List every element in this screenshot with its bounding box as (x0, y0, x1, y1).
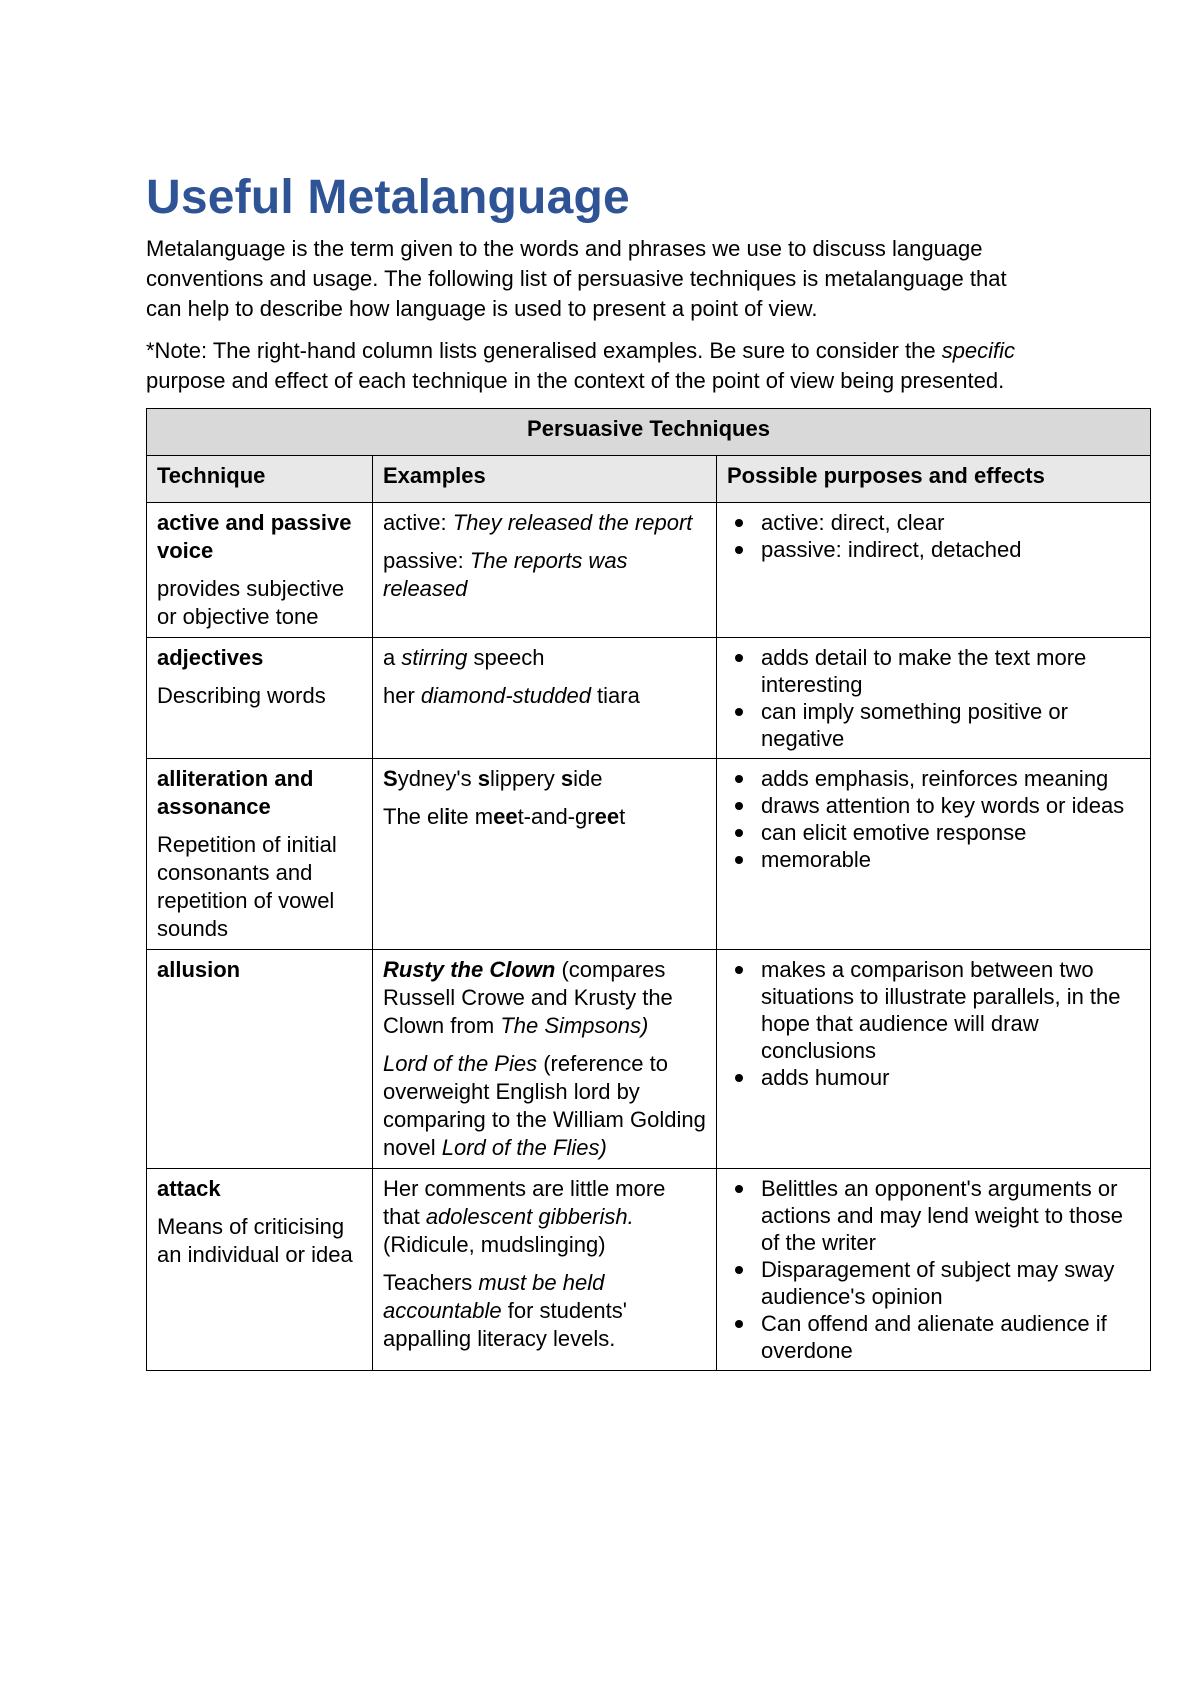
effect-item: adds humour (761, 1064, 1140, 1091)
example-segment: te m (450, 804, 494, 829)
example-segment: t (619, 804, 626, 829)
effect-item: Belittles an opponent's arguments or actions and may lend weight to those of the writer (761, 1175, 1140, 1256)
table-row (147, 638, 1151, 759)
example-text (383, 765, 706, 793)
example-segment: Rusty the Clown (383, 957, 556, 982)
table-row (147, 759, 1151, 950)
effects-cell (717, 759, 1151, 950)
effects-list (727, 765, 1140, 873)
example-segment: adolescent gibberish. (425, 1204, 634, 1229)
effect-item: can elicit emotive response (761, 819, 1140, 846)
example-segment: (reference to overweight English lord by comparing to the William Golding novel (383, 1051, 706, 1160)
example-segment: tiara (590, 683, 640, 708)
examples-cell (373, 950, 717, 1169)
example-segment: ydney's (397, 766, 478, 791)
example-text (383, 1050, 706, 1162)
document-content (146, 170, 1150, 1371)
effects-cell (717, 1169, 1151, 1371)
technique-name: alliteration and assonance (157, 766, 314, 819)
example-segment: speech (467, 645, 545, 670)
effects-cell (717, 950, 1151, 1169)
note-text-after: purpose and effect of each technique in the context of the point of view being presented. (146, 368, 1005, 393)
example-text (383, 509, 706, 537)
effects-list (727, 509, 1140, 563)
example-text (383, 547, 706, 603)
intro-paragraph: Metalanguage is the term given to the words and phrases we use to discuss language conventions and usage. The following list of persuasive techniques is metalanguage that can help to describe how language is used to present a point of view. (146, 236, 1007, 321)
note-text-before: *Note: The right-hand column lists generalised examples. Be sure to consider the (146, 338, 942, 363)
table-row (147, 503, 1151, 638)
example-segment: s (560, 766, 574, 791)
effect-item: Can offend and alienate audience if overdone (761, 1310, 1140, 1364)
examples-cell (373, 638, 717, 759)
example-segment: The reports was released (383, 548, 628, 601)
effects-list (727, 644, 1140, 752)
examples-cell (373, 503, 717, 638)
technique-name: adjectives (157, 645, 264, 670)
technique-cell (147, 759, 373, 950)
example-segment: her (383, 683, 421, 708)
examples-cell (373, 1169, 717, 1371)
column-header-technique: Technique (147, 456, 373, 503)
example-segment: Lord of the Pies (383, 1051, 538, 1076)
note-paragraph (146, 336, 1046, 396)
example-segment: They released the report (452, 510, 693, 535)
example-segment: stirring (401, 645, 468, 670)
table-row (147, 950, 1151, 1169)
example-text (383, 644, 706, 672)
effect-item: makes a comparison between two situations to illustrate parallels, in the hope that audience will draw conclusions (761, 956, 1140, 1064)
example-text (383, 803, 706, 831)
effect-item: adds detail to make the text more interesting (761, 644, 1140, 698)
effects-list (727, 956, 1140, 1091)
technique-cell (147, 638, 373, 759)
table-body (147, 503, 1151, 1371)
page-title: Useful Metalanguage (146, 171, 630, 224)
example-segment: S (383, 766, 398, 791)
example-segment: active: (383, 510, 453, 535)
effect-item: memorable (761, 846, 1140, 873)
example-segment: i (444, 804, 451, 829)
effect-item: draws attention to key words or ideas (761, 792, 1140, 819)
technique-name: allusion (157, 957, 241, 982)
effects-cell (717, 638, 1151, 759)
example-text (383, 1175, 706, 1259)
example-segment: ide (573, 766, 603, 791)
persuasive-techniques-table (146, 408, 1151, 1371)
column-header-examples: Examples (373, 456, 717, 503)
technique-cell (147, 950, 373, 1169)
example-segment: must be held accountable (383, 1270, 605, 1323)
effects-cell (717, 503, 1151, 638)
example-segment: diamond-studded (420, 683, 591, 708)
table-row (147, 1169, 1151, 1371)
table-title: Persuasive Techniques (147, 409, 1151, 456)
column-header-effects: Possible purposes and effects (717, 456, 1151, 503)
example-segment: Teachers (383, 1270, 479, 1295)
technique-description: Repetition of initial consonants and repetition of vowel sounds (157, 832, 337, 941)
example-segment: lippery (489, 766, 561, 791)
effect-item: adds emphasis, reinforces meaning (761, 765, 1140, 792)
example-segment: for students' appalling literacy levels. (383, 1298, 627, 1351)
example-segment: Lord of the Flies) (441, 1135, 607, 1160)
example-segment: The el (383, 804, 445, 829)
technique-cell (147, 503, 373, 638)
effect-item: passive: indirect, detached (761, 536, 1140, 563)
example-segment: (Ridicule, mudslinging) (383, 1232, 606, 1257)
example-segment: passive: (383, 548, 470, 573)
technique-description: Describing words (157, 683, 326, 708)
example-segment: ee (493, 804, 518, 829)
example-segment: Her comments are little more that (383, 1176, 666, 1229)
technique-name: active and passive voice (157, 510, 352, 563)
note-emphasis: specific (941, 338, 1016, 363)
example-segment: s (477, 766, 490, 791)
example-segment: (compares Russell Crowe and Krusty the Clown from (383, 957, 673, 1038)
example-text (383, 682, 706, 710)
example-segment: t-and-gr (517, 804, 595, 829)
technique-cell (147, 1169, 373, 1371)
example-text (383, 956, 706, 1040)
effect-item: can imply something positive or negative (761, 698, 1140, 752)
effect-item: Disparagement of subject may sway audience's opinion (761, 1256, 1140, 1310)
table-title-row (147, 409, 1151, 456)
technique-description: Means of criticising an individual or idea (157, 1214, 353, 1267)
example-segment: The Simpsons) (500, 1013, 649, 1038)
examples-cell (373, 759, 717, 950)
example-segment: ee (594, 804, 620, 829)
effects-list (727, 1175, 1140, 1364)
example-segment: a (383, 645, 402, 670)
example-text (383, 1269, 706, 1353)
table-header-row (147, 456, 1151, 503)
technique-name: attack (157, 1176, 221, 1201)
technique-description: provides subjective or objective tone (157, 576, 345, 629)
effect-item: active: direct, clear (761, 509, 1140, 536)
